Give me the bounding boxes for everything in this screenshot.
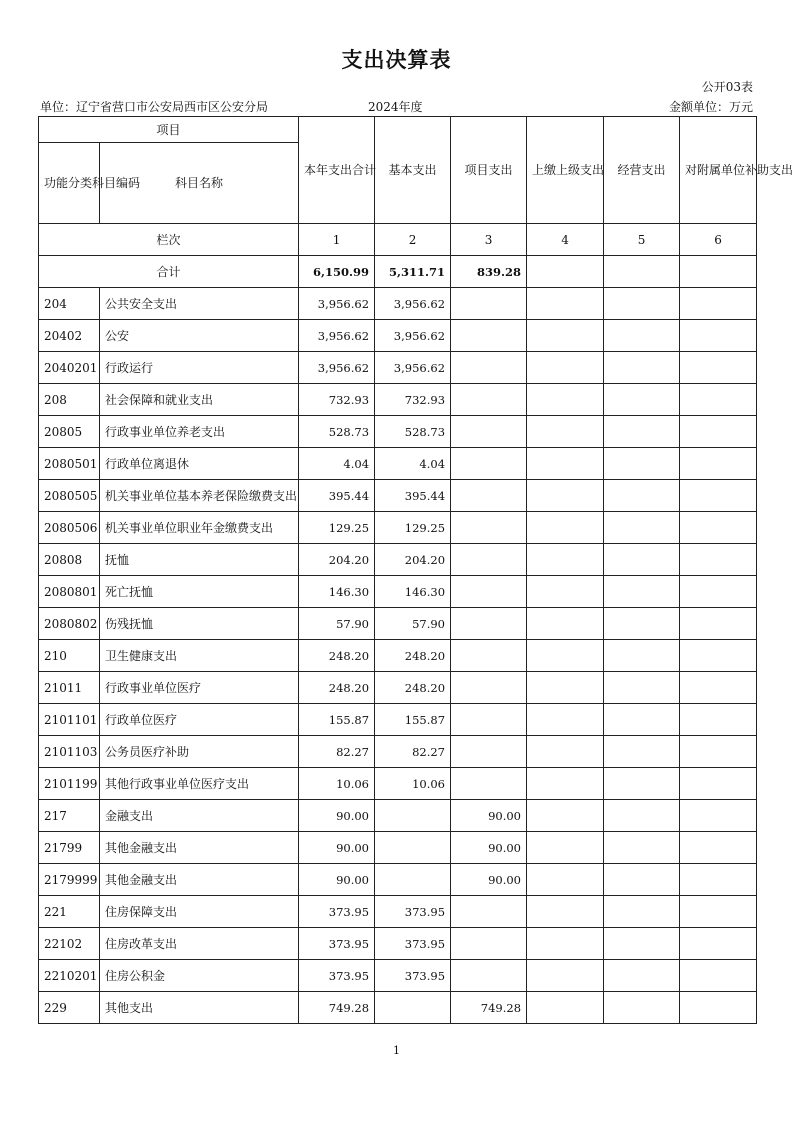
row-project [451,928,527,960]
row-code: 2101103 [39,736,100,768]
row-total: 749.28 [299,992,375,1024]
row-total: 248.20 [299,672,375,704]
row-basic: 82.27 [375,736,451,768]
table-body [39,256,757,288]
row-remit [527,288,604,320]
table-row [39,416,757,448]
row-subject-name: 社会保障和就业支出 [100,384,299,416]
row-project [451,480,527,512]
row-subject-name: 金融支出 [100,800,299,832]
row-remit [527,448,604,480]
table-row [39,992,757,1024]
row-project [451,320,527,352]
row-total: 57.90 [299,608,375,640]
row-subject-name: 公共安全支出 [100,288,299,320]
row-total: 4.04 [299,448,375,480]
row-code: 2210201 [39,960,100,992]
row-total: 3,956.62 [299,288,375,320]
row-code: 20805 [39,416,100,448]
row-subject-name: 抚恤 [100,544,299,576]
row-subject-name: 行政单位医疗 [100,704,299,736]
row-code: 2080801 [39,576,100,608]
row-operating [604,704,680,736]
row-subsidy [680,576,757,608]
row-total: 732.93 [299,384,375,416]
column-index-5: 5 [604,224,680,256]
row-subsidy [680,768,757,800]
row-code: 2080505 [39,480,100,512]
row-project [451,736,527,768]
row-total: 3,956.62 [299,352,375,384]
table-row [39,960,757,992]
row-subsidy [680,544,757,576]
header-col-operating: 经营支出 [604,117,680,224]
row-subsidy [680,352,757,384]
row-project: 90.00 [451,800,527,832]
table-row [39,800,757,832]
row-subject-name: 机关事业单位职业年金缴费支出 [100,512,299,544]
row-remit [527,608,604,640]
row-project [451,704,527,736]
row-code: 2080506 [39,512,100,544]
row-project [451,416,527,448]
row-operating [604,992,680,1024]
row-basic: 3,956.62 [375,320,451,352]
reporting-unit: 单位：辽宁省营口市公安局西市区公安分局 [40,100,269,114]
row-remit [527,960,604,992]
row-total: 155.87 [299,704,375,736]
row-project: 90.00 [451,832,527,864]
row-subsidy [680,832,757,864]
row-code: 2101101 [39,704,100,736]
row-total: 373.95 [299,960,375,992]
row-basic: 395.44 [375,480,451,512]
row-code: 210 [39,640,100,672]
data-rows [39,288,757,1024]
row-subsidy [680,704,757,736]
column-index-3: 3 [451,224,527,256]
form-code: 公开03表 [701,80,753,94]
table-row [39,832,757,864]
row-project [451,768,527,800]
row-operating [604,448,680,480]
row-operating [604,832,680,864]
row-subject-name: 住房公积金 [100,960,299,992]
row-remit [527,576,604,608]
row-project [451,640,527,672]
row-remit [527,800,604,832]
row-operating [604,640,680,672]
row-total: 248.20 [299,640,375,672]
row-basic: 732.93 [375,384,451,416]
row-operating [604,384,680,416]
row-subject-name: 其他金融支出 [100,864,299,896]
header-func-code: 功能分类科目编码 [39,143,100,224]
row-subsidy [680,480,757,512]
row-subject-name: 住房改革支出 [100,928,299,960]
total-subsidy [680,256,757,288]
table-row [39,576,757,608]
table-header [39,117,793,256]
row-code: 2040201 [39,352,100,384]
row-operating [604,320,680,352]
table-row [39,320,757,352]
row-remit [527,928,604,960]
row-subject-name: 公务员医疗补助 [100,736,299,768]
total-basic: 5,311.71 [375,256,451,288]
row-total: 395.44 [299,480,375,512]
total-project: 839.28 [451,256,527,288]
row-total: 90.00 [299,864,375,896]
row-subject-name: 公安 [100,320,299,352]
row-basic: 373.95 [375,896,451,928]
row-subsidy [680,448,757,480]
row-basic: 204.20 [375,544,451,576]
row-code: 229 [39,992,100,1024]
table-row [39,608,757,640]
row-project [451,608,527,640]
row-operating [604,768,680,800]
row-total: 373.95 [299,928,375,960]
table-row [39,352,757,384]
row-remit [527,736,604,768]
table-row [39,736,757,768]
column-index-2: 2 [375,224,451,256]
total-label: 合计 [39,256,299,288]
row-total: 146.30 [299,576,375,608]
row-subject-name: 死亡抚恤 [100,576,299,608]
row-subject-name: 机关事业单位基本养老保险缴费支出 [100,480,299,512]
row-remit [527,704,604,736]
row-total: 90.00 [299,832,375,864]
row-code: 21011 [39,672,100,704]
row-remit [527,864,604,896]
column-index-6: 6 [680,224,757,256]
row-remit [527,672,604,704]
row-subsidy [680,864,757,896]
table-row [39,928,757,960]
table-row [39,448,757,480]
header-col-total: 本年支出合计 [299,117,375,224]
total-operating [604,256,680,288]
row-total: 10.06 [299,768,375,800]
row-total: 528.73 [299,416,375,448]
column-index-label: 栏次 [39,224,299,256]
row-remit [527,640,604,672]
row-total: 204.20 [299,544,375,576]
row-project [451,384,527,416]
row-operating [604,896,680,928]
row-basic [375,832,451,864]
page-title: 支出决算表 [341,48,452,72]
row-subsidy [680,992,757,1024]
row-remit [527,768,604,800]
row-project [451,544,527,576]
row-total: 90.00 [299,800,375,832]
table-row [39,704,757,736]
row-subsidy [680,512,757,544]
row-remit [527,480,604,512]
row-subject-name: 其他金融支出 [100,832,299,864]
row-code: 208 [39,384,100,416]
column-index-4: 4 [527,224,604,256]
row-code: 221 [39,896,100,928]
row-remit [527,384,604,416]
row-project: 749.28 [451,992,527,1024]
row-operating [604,544,680,576]
row-remit [527,544,604,576]
header-subject-name: 科目名称 [100,143,299,224]
row-code: 2101199 [39,768,100,800]
row-basic: 155.87 [375,704,451,736]
row-basic: 248.20 [375,672,451,704]
row-code: 217 [39,800,100,832]
header-col-remit: 上缴上级支出 [527,117,604,224]
row-basic: 528.73 [375,416,451,448]
row-project [451,896,527,928]
row-operating [604,608,680,640]
header-col-basic: 基本支出 [375,117,451,224]
row-project [451,448,527,480]
row-basic: 129.25 [375,512,451,544]
row-operating [604,960,680,992]
table-row [39,480,757,512]
row-remit [527,352,604,384]
row-basic [375,992,451,1024]
row-operating [604,288,680,320]
row-subject-name: 行政运行 [100,352,299,384]
row-operating [604,672,680,704]
column-index-1: 1 [299,224,375,256]
row-subsidy [680,960,757,992]
table-row [39,640,757,672]
row-remit [527,832,604,864]
table-row [39,544,757,576]
row-project [451,512,527,544]
row-project: 90.00 [451,864,527,896]
row-basic: 146.30 [375,576,451,608]
row-operating [604,416,680,448]
row-basic: 4.04 [375,448,451,480]
row-total: 373.95 [299,896,375,928]
table-row [39,384,757,416]
header-col-subsidy: 对附属单位补助支出 [680,117,757,224]
row-code: 2080802 [39,608,100,640]
table-row [39,672,757,704]
row-remit [527,320,604,352]
table-row [39,896,757,928]
table-row [39,512,757,544]
row-subsidy [680,640,757,672]
row-code: 204 [39,288,100,320]
row-basic: 373.95 [375,960,451,992]
row-basic: 10.06 [375,768,451,800]
row-project [451,672,527,704]
row-basic: 3,956.62 [375,352,451,384]
row-total: 3,956.62 [299,320,375,352]
header-item: 项目 [39,117,299,143]
row-subject-name: 行政事业单位医疗 [100,672,299,704]
row-basic: 3,956.62 [375,288,451,320]
row-subsidy [680,672,757,704]
row-code: 2080501 [39,448,100,480]
row-code: 22102 [39,928,100,960]
total-remit [527,256,604,288]
row-subsidy [680,608,757,640]
row-operating [604,480,680,512]
row-project [451,960,527,992]
header-col-project: 项目支出 [451,117,527,224]
row-code: 21799 [39,832,100,864]
row-code: 20808 [39,544,100,576]
row-basic [375,800,451,832]
row-basic: 373.95 [375,928,451,960]
row-subsidy [680,320,757,352]
row-code: 2179999 [39,864,100,896]
row-project [451,288,527,320]
expenditure-table [38,116,793,1024]
row-operating [604,864,680,896]
row-subsidy [680,928,757,960]
row-subsidy [680,736,757,768]
table-row [39,288,757,320]
row-subsidy [680,896,757,928]
row-operating [604,928,680,960]
row-total: 129.25 [299,512,375,544]
row-operating [604,352,680,384]
row-subject-name: 行政单位离退休 [100,448,299,480]
row-operating [604,800,680,832]
row-basic: 57.90 [375,608,451,640]
row-project [451,576,527,608]
row-total: 82.27 [299,736,375,768]
row-subsidy [680,800,757,832]
row-remit [527,992,604,1024]
row-code: 20402 [39,320,100,352]
page-number: 1 [393,1044,400,1057]
currency-unit: 金额单位：万元 [668,100,753,114]
row-operating [604,736,680,768]
row-subsidy [680,288,757,320]
total-row [39,256,757,288]
row-subject-name: 其他支出 [100,992,299,1024]
table-row [39,864,757,896]
row-remit [527,896,604,928]
row-project [451,352,527,384]
row-subject-name: 行政事业单位养老支出 [100,416,299,448]
row-subject-name: 卫生健康支出 [100,640,299,672]
table-row [39,768,757,800]
row-operating [604,512,680,544]
row-basic: 248.20 [375,640,451,672]
row-remit [527,512,604,544]
row-operating [604,576,680,608]
row-basic [375,864,451,896]
total-amount: 6,150.99 [299,256,375,288]
row-subject-name: 伤残抚恤 [100,608,299,640]
fiscal-year: 2024年度 [368,100,423,114]
row-subsidy [680,384,757,416]
row-subject-name: 住房保障支出 [100,896,299,928]
row-subsidy [680,416,757,448]
row-remit [527,416,604,448]
row-subject-name: 其他行政事业单位医疗支出 [100,768,299,800]
